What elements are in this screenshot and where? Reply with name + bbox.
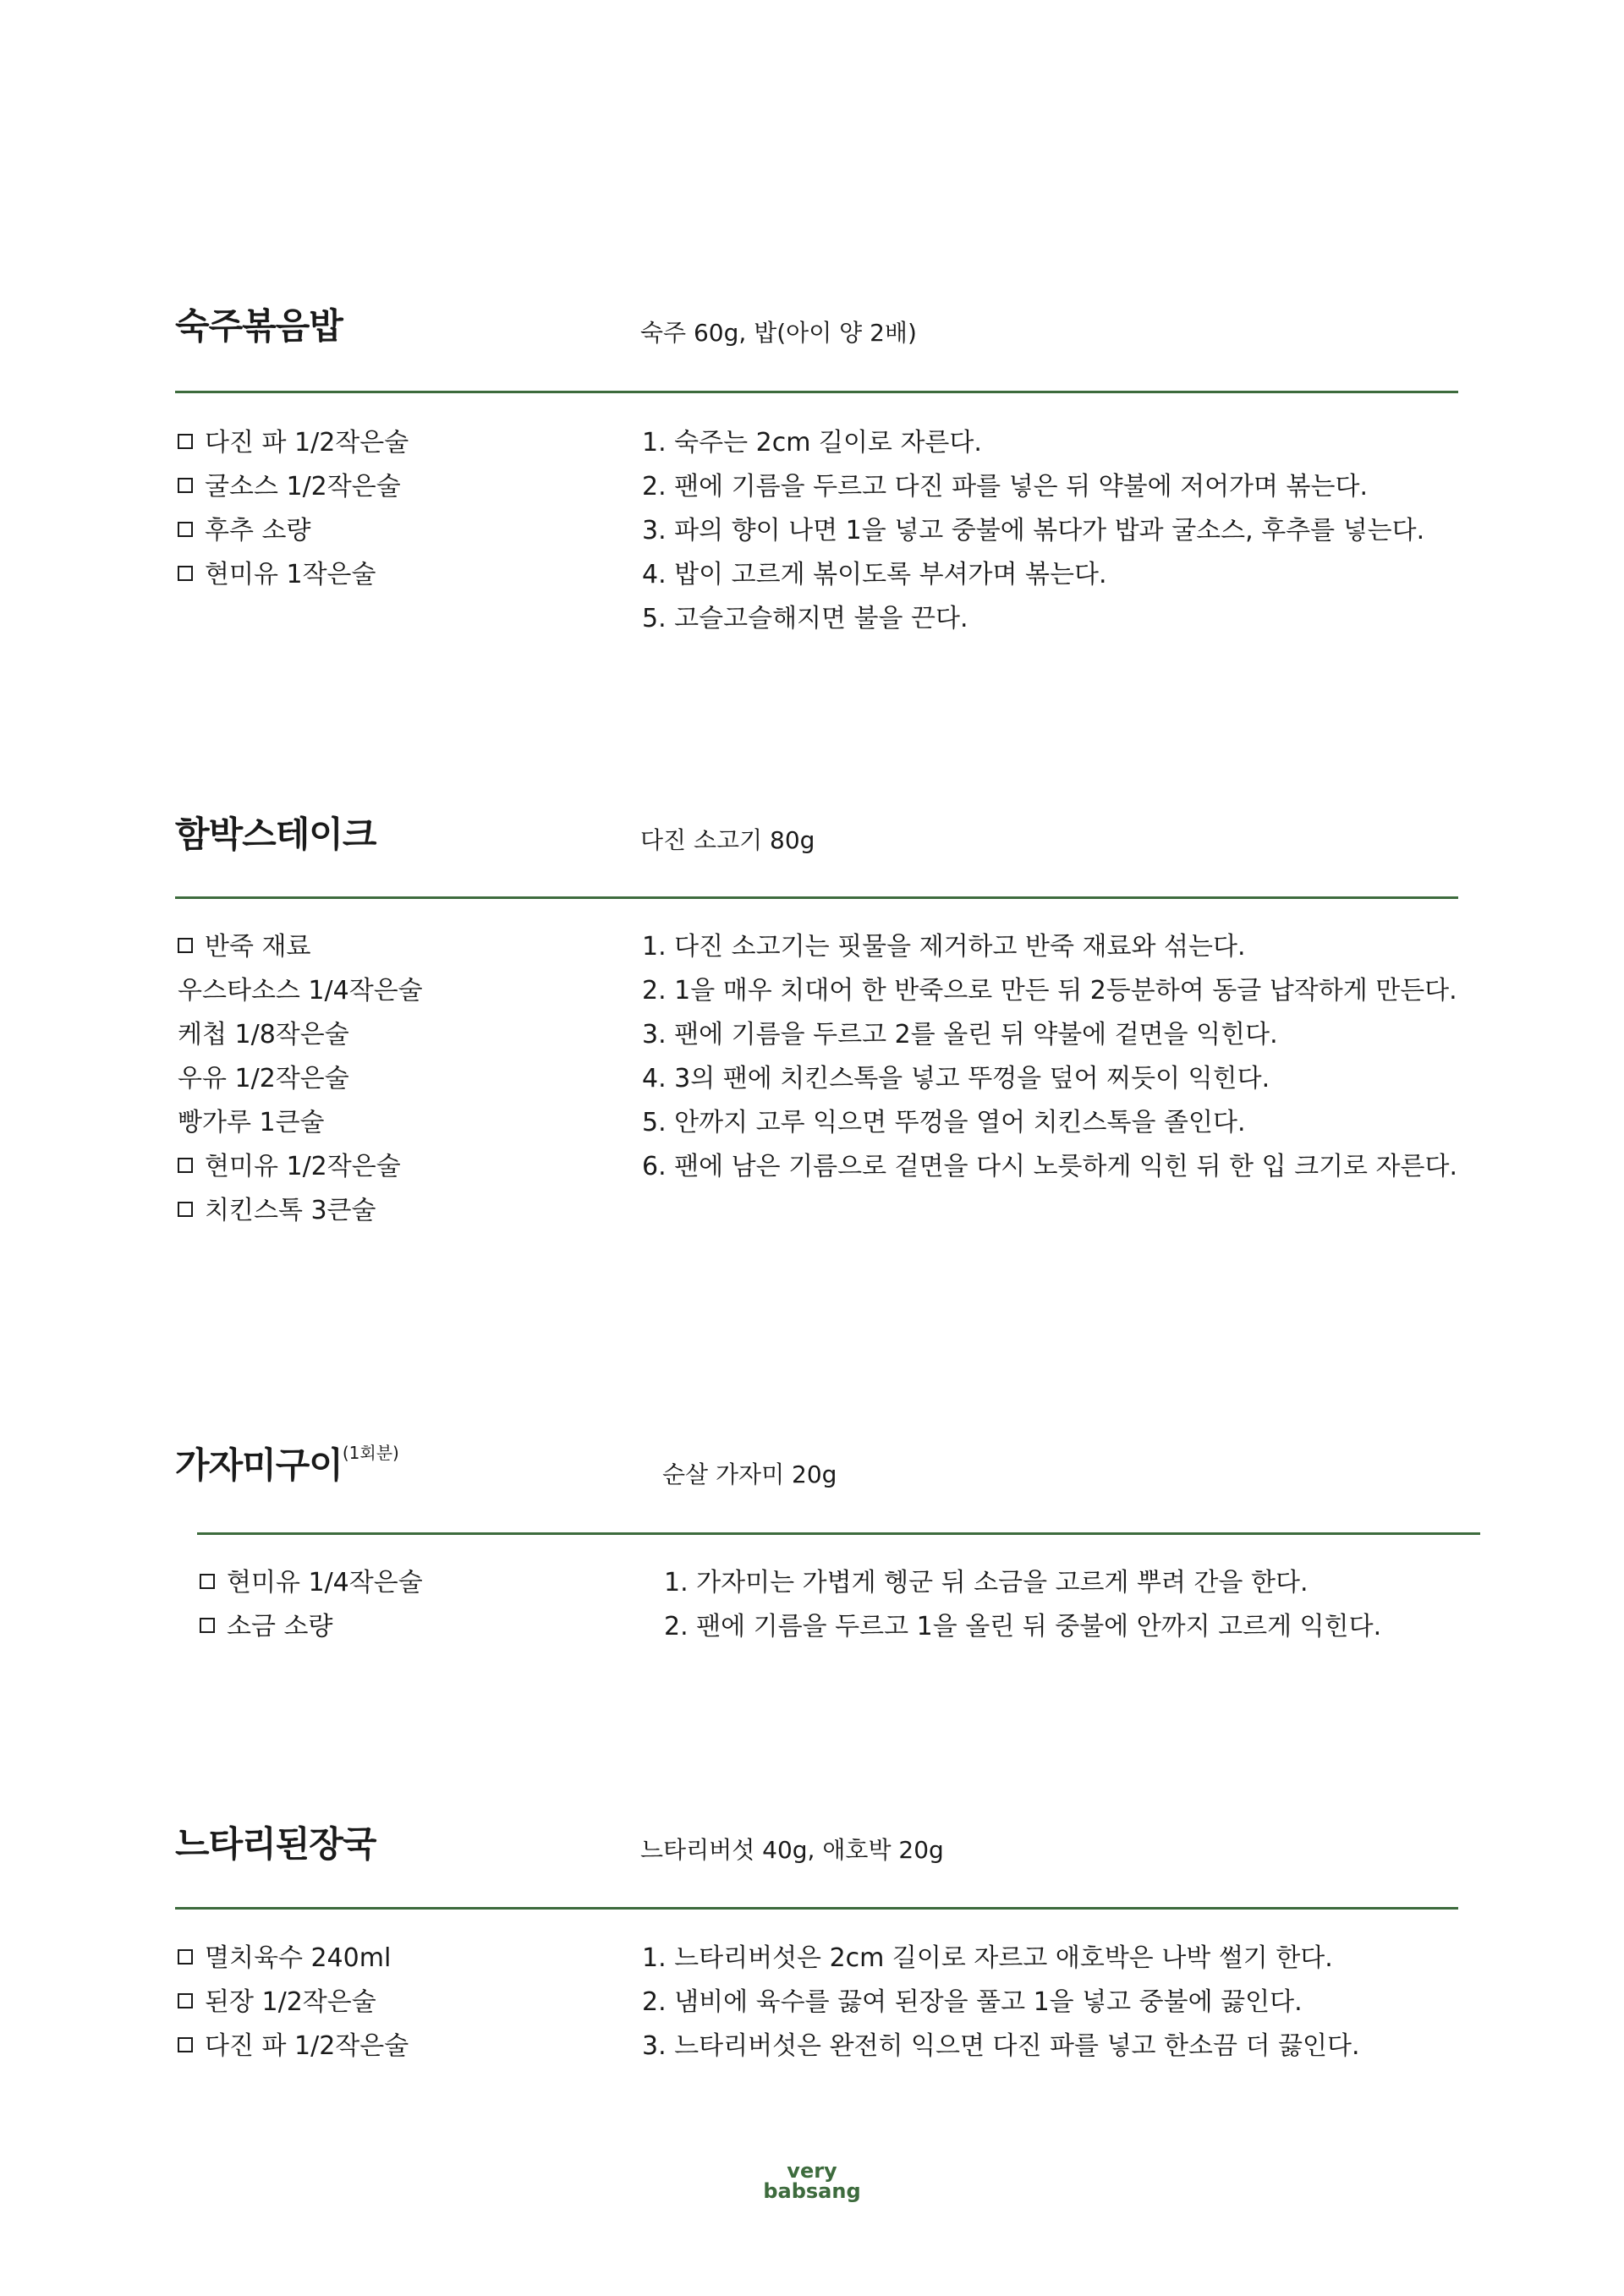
logo-line-very: very [787, 2159, 837, 2183]
recipe-title: 가자미구이$^{(1회분)}$ [175, 1443, 399, 1486]
ingredient-label: 빵가루 1큰술 [178, 1108, 325, 1137]
main-ingredients: 순살 가자미 20g [662, 1460, 837, 1488]
ingredient-list [178, 925, 423, 1233]
step-list [664, 1561, 1381, 1649]
main-ingredients: 느타리버섯 40g, 애호박 20g [640, 1836, 944, 1864]
checkbox-icon [178, 1202, 193, 1217]
checkbox-icon [200, 1618, 215, 1633]
step-item: 4. 3의 팬에 치킨스톡을 넣고 뚜껑을 덮어 찌듯이 익힌다. [642, 1064, 1270, 1093]
divider [175, 1907, 1458, 1910]
divider [175, 391, 1458, 393]
ingredient-list [178, 421, 409, 597]
divider [197, 1532, 1480, 1535]
checkbox-icon [200, 1574, 215, 1589]
ingredient-list [178, 1937, 409, 2069]
step-item: 3. 파의 향이 나면 1을 넣고 중불에 볶다가 밥과 굴소스, 후추를 넣는다. [642, 516, 1425, 545]
ingredient-label: 현미유 1작은술 [205, 560, 376, 589]
ingredient-item [178, 1981, 409, 2025]
ingredient-item [200, 1605, 423, 1649]
checkbox-icon [178, 522, 193, 537]
ingredient-label: 소금 소량 [227, 1612, 333, 1641]
step-item: 1. 느타리버섯은 2cm 길이로 자르고 애호박은 나박 썰기 한다. [642, 1943, 1333, 1973]
ingredient-item [178, 465, 409, 509]
step-item: 1. 숙주는 2cm 길이로 자른다. [642, 428, 982, 458]
ingredient-item [178, 1101, 423, 1145]
step-item: 5. 고슬고슬해지면 불을 끈다. [642, 604, 968, 633]
ingredient-list [200, 1561, 423, 1649]
ingredient-label: 다진 파 1/2작은술 [205, 428, 409, 458]
ingredient-label: 멸치육수 240ml [205, 1943, 392, 1973]
main-ingredients: 숙주 60g, 밥(아이 양 2배) [640, 319, 917, 347]
ingredient-item [200, 1561, 423, 1605]
checkbox-icon [178, 434, 193, 449]
ingredient-label: 우유 1/2작은술 [178, 1064, 349, 1093]
ingredient-item [178, 1189, 423, 1233]
step-list [642, 925, 1457, 1189]
ingredient-label: 현미유 1/2작은술 [205, 1152, 401, 1181]
ingredient-label: 치킨스톡 3큰술 [205, 1196, 376, 1225]
ingredient-item [178, 1937, 409, 1981]
step-item: 5. 안까지 고루 익으면 뚜껑을 열어 치킨스톡을 졸인다. [642, 1108, 1246, 1137]
step-item: 4. 밥이 고르게 볶이도록 부셔가며 볶는다. [642, 560, 1107, 589]
checkbox-icon [178, 1158, 193, 1173]
divider [175, 896, 1458, 899]
ingredient-label: 우스타소스 1/4작은술 [178, 976, 423, 1006]
serving-note: (1회분) [342, 1443, 399, 1463]
ingredient-item [178, 421, 409, 465]
step-item: 2. 냄비에 육수를 끓여 된장을 풀고 1을 넣고 중불에 끓인다. [642, 1987, 1303, 2017]
recipe-title: 함박스테이크 [175, 814, 376, 855]
checkbox-icon [178, 1993, 193, 2008]
step-item: 3. 팬에 기름을 두르고 2를 올린 뒤 약불에 겉면을 익힌다. [642, 1020, 1278, 1049]
ingredient-item [178, 1013, 423, 1057]
ingredient-label: 현미유 1/4작은술 [227, 1568, 423, 1597]
recipe-title: 느타리된장국 [175, 1823, 376, 1865]
ingredient-label: 다진 파 1/2작은술 [205, 2031, 409, 2061]
ingredient-label: 굴소스 1/2작은술 [205, 472, 401, 501]
ingredient-label: 후추 소량 [205, 516, 311, 545]
ingredient-item [178, 925, 423, 969]
checkbox-icon [178, 478, 193, 493]
ingredient-label: 된장 1/2작은술 [205, 1987, 376, 2017]
step-list [642, 421, 1424, 641]
step-list [642, 1937, 1359, 2069]
step-item: 6. 팬에 남은 기름으로 겉면을 다시 노릇하게 익힌 뒤 한 입 크기로 자른다. [642, 1152, 1458, 1181]
step-item: 2. 팬에 기름을 두르고 다진 파를 넣은 뒤 약불에 저어가며 볶는다. [642, 472, 1369, 501]
checkbox-icon [178, 1949, 193, 1964]
checkbox-icon [178, 938, 193, 953]
recipe-title: 숙주볶음밥 [175, 305, 343, 347]
checkbox-icon [178, 2037, 193, 2052]
step-item: 3. 느타리버섯은 완전히 익으면 다진 파를 넣고 한소끔 더 끓인다. [642, 2031, 1360, 2061]
logo-line-babsang: babsang [763, 2179, 861, 2203]
ingredient-label: 반죽 재료 [205, 932, 311, 962]
checkbox-icon [178, 566, 193, 581]
ingredient-item [178, 1057, 423, 1101]
brand-logo [761, 2161, 863, 2201]
step-item: 2. 1을 매우 치대어 한 반죽으로 만든 뒤 2등분하여 동글 납작하게 만든다. [642, 976, 1457, 1006]
ingredient-item [178, 969, 423, 1013]
ingredient-item [178, 509, 409, 553]
ingredient-item [178, 553, 409, 597]
ingredient-item [178, 2025, 409, 2069]
main-ingredients: 다진 소고기 80g [640, 826, 815, 854]
step-item: 2. 팬에 기름을 두르고 1을 올린 뒤 중불에 안까지 고르게 익힌다. [664, 1612, 1382, 1641]
step-item: 1. 다진 소고기는 핏물을 제거하고 반죽 재료와 섞는다. [642, 932, 1246, 962]
step-item: 1. 가자미는 가볍게 헹군 뒤 소금을 고르게 뿌려 간을 한다. [664, 1568, 1309, 1597]
ingredient-item [178, 1145, 423, 1189]
ingredient-label: 케첩 1/8작은술 [178, 1020, 349, 1049]
